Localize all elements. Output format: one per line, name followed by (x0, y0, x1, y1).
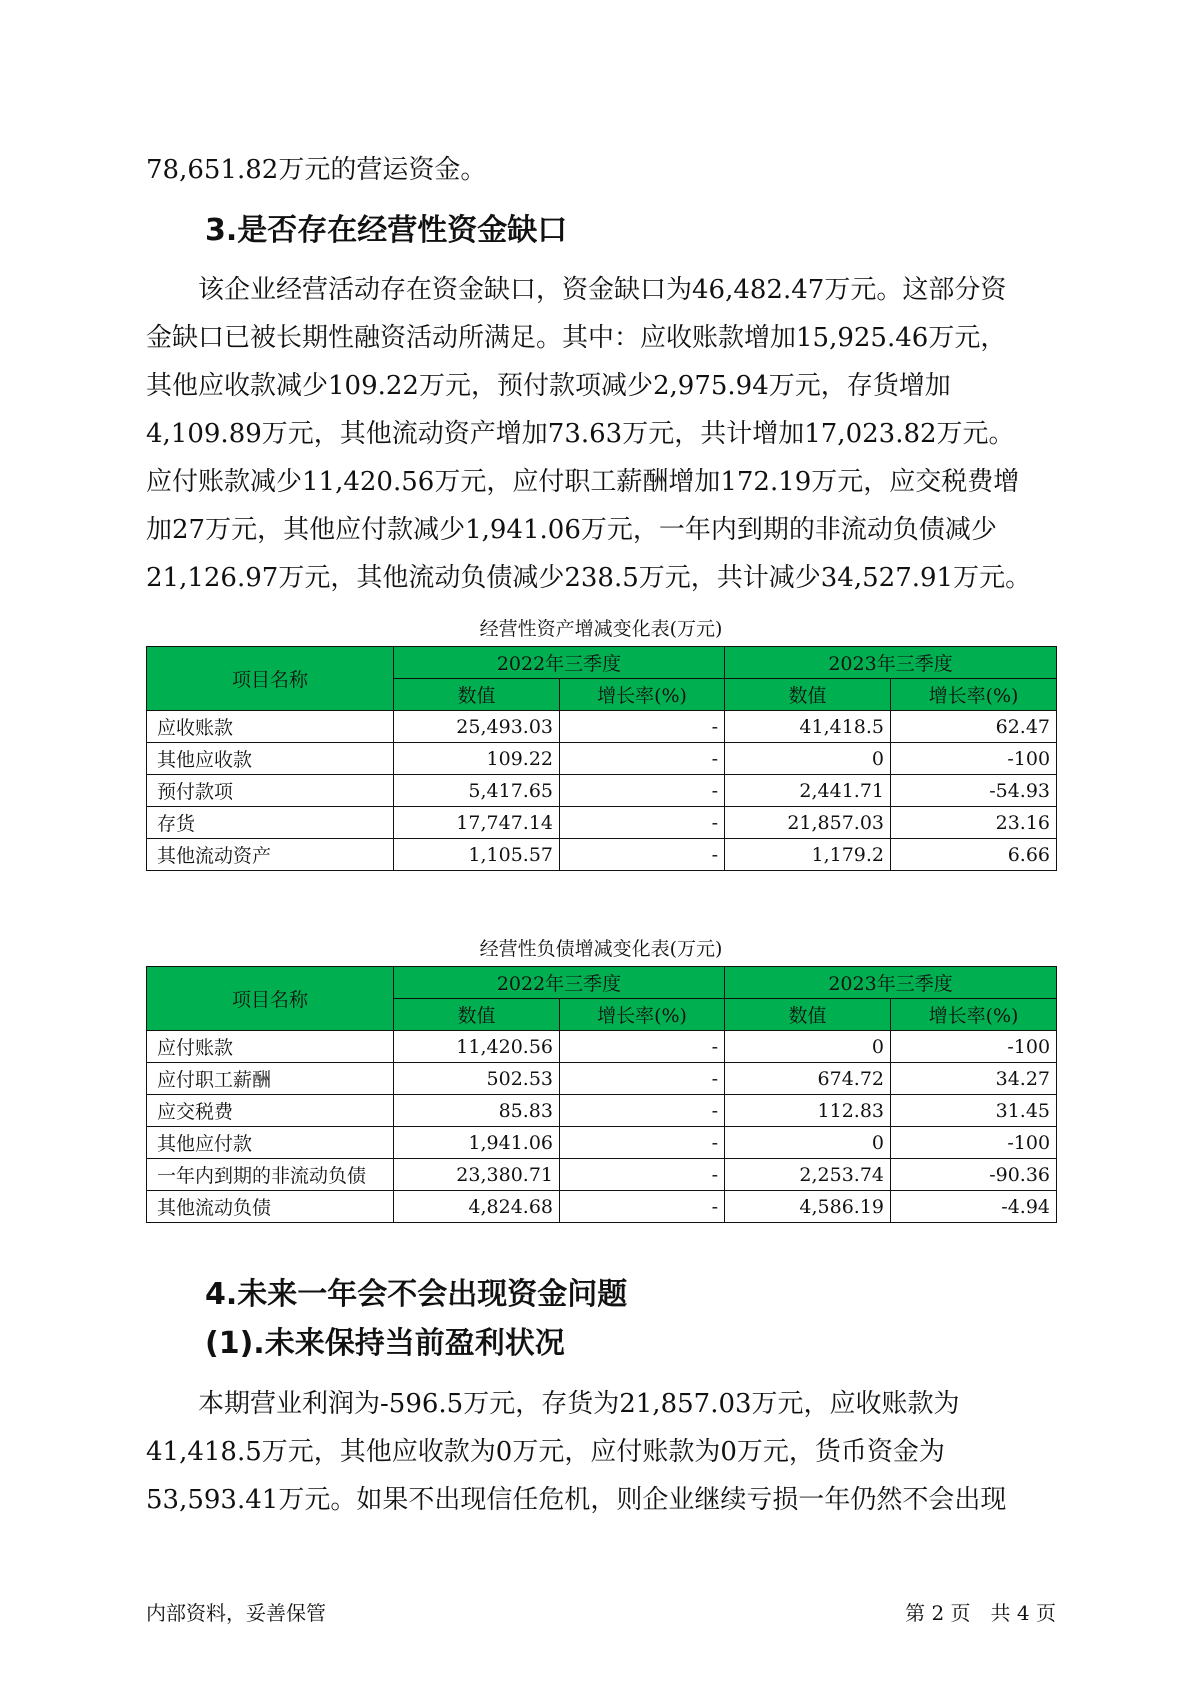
row-name: 存货 (147, 807, 394, 839)
section-4-heading: 4.未来一年会不会出现资金问题 (205, 1277, 628, 1312)
text-line: 4,109.89万元，其他流动资产增加73.63万元，共计增加17,023.82万元。 (146, 419, 1015, 449)
rate-2023: 62.47 (891, 711, 1057, 743)
value-2022: 23,380.71 (394, 1159, 560, 1191)
text-line: 53,593.41万元。如果不出现信任危机，则企业继续亏损一年仍然不会出现 (146, 1485, 1007, 1515)
text-line: 应付账款减少11,420.56万元，应付职工薪酬增加172.19万元，应交税费增 (146, 467, 1020, 497)
value-2023: 2,253.74 (725, 1159, 891, 1191)
value-2022: 109.22 (394, 743, 560, 775)
value-2022: 4,824.68 (394, 1191, 560, 1223)
value-2023: 2,441.71 (725, 775, 891, 807)
table-row (147, 775, 1057, 807)
rate-2022: - (560, 711, 725, 743)
row-name: 应收账款 (147, 711, 394, 743)
rate-2022: - (560, 1063, 725, 1095)
table-row (147, 743, 1057, 775)
header-period-2023: 2023年三季度 (725, 647, 1057, 679)
text-line: 21,126.97万元，其他流动负债减少238.5万元，共计减少34,527.91万元。 (146, 563, 1032, 593)
value-2022: 1,105.57 (394, 839, 560, 871)
rate-2023: -90.36 (891, 1159, 1057, 1191)
rate-2023: -100 (891, 1127, 1057, 1159)
header-rate: 增长率(%) (891, 999, 1057, 1031)
value-2022: 11,420.56 (394, 1031, 560, 1063)
footer-confidential: 内部资料，妥善保管 (146, 1601, 326, 1625)
section-3-heading: 3.是否存在经营性资金缺口 (205, 213, 568, 248)
section-4-paragraph (146, 1380, 1061, 1524)
rate-2022: - (560, 775, 725, 807)
rate-2023: 31.45 (891, 1095, 1057, 1127)
table-row (147, 807, 1057, 839)
text-line: 其他应收款减少109.22万元，预付款项减少2,975.94万元，存货增加 (146, 371, 951, 401)
value-2023: 674.72 (725, 1063, 891, 1095)
header-item-name: 项目名称 (147, 967, 394, 1031)
value-2023: 0 (725, 743, 891, 775)
value-2022: 25,493.03 (394, 711, 560, 743)
value-2023: 1,179.2 (725, 839, 891, 871)
value-2023: 4,586.19 (725, 1191, 891, 1223)
assets-table-caption: 经营性资产增减变化表(万元) (479, 618, 723, 640)
text-line: 加27万元，其他应付款减少1,941.06万元，一年内到期的非流动负债减少 (146, 515, 997, 545)
text-line: 41,418.5万元，其他应收款为0万元，应付账款为0万元，货币资金为 (146, 1437, 945, 1467)
rate-2022: - (560, 1191, 725, 1223)
rate-2022: - (560, 1095, 725, 1127)
row-name: 其他应付款 (147, 1127, 394, 1159)
value-2022: 5,417.65 (394, 775, 560, 807)
liabilities-table-caption: 经营性负债增减变化表(万元) (479, 938, 723, 960)
row-name: 预付款项 (147, 775, 394, 807)
rate-2022: - (560, 1031, 725, 1063)
value-2023: 0 (725, 1127, 891, 1159)
text-line: 78,651.82万元的营运资金。 (146, 155, 487, 185)
value-2022: 1,941.06 (394, 1127, 560, 1159)
value-2022: 85.83 (394, 1095, 560, 1127)
header-value: 数值 (394, 999, 560, 1031)
intro-paragraph (146, 146, 1061, 194)
row-name: 其他流动负债 (147, 1191, 394, 1223)
rate-2022: - (560, 1159, 725, 1191)
header-rate: 增长率(%) (560, 679, 725, 711)
rate-2023: 6.66 (891, 839, 1057, 871)
table-row (147, 1095, 1057, 1127)
value-2023: 41,418.5 (725, 711, 891, 743)
text-line: 金缺口已被长期性融资活动所满足。其中：应收账款增加15,925.46万元， (146, 323, 1007, 353)
rate-2022: - (560, 743, 725, 775)
row-name: 应交税费 (147, 1095, 394, 1127)
header-value: 数值 (725, 679, 891, 711)
section-3-paragraph (146, 266, 1061, 602)
assets-table (146, 646, 1057, 871)
rate-2022: - (560, 1127, 725, 1159)
header-period-2023: 2023年三季度 (725, 967, 1057, 999)
value-2023: 21,857.03 (725, 807, 891, 839)
header-period-2022: 2022年三季度 (394, 647, 725, 679)
table-row (147, 1127, 1057, 1159)
table-row (147, 711, 1057, 743)
text-line: 该企业经营活动存在资金缺口，资金缺口为46,482.47万元。这部分资 (146, 275, 1007, 305)
value-2022: 502.53 (394, 1063, 560, 1095)
rate-2022: - (560, 807, 725, 839)
table-row (147, 1159, 1057, 1191)
rate-2023: 34.27 (891, 1063, 1057, 1095)
header-rate: 增长率(%) (891, 679, 1057, 711)
table-row (147, 1063, 1057, 1095)
header-value: 数值 (394, 679, 560, 711)
table-row (147, 1031, 1057, 1063)
header-item-name: 项目名称 (147, 647, 394, 711)
header-rate: 增长率(%) (560, 999, 725, 1031)
rate-2023: -4.94 (891, 1191, 1057, 1223)
liabilities-table (146, 966, 1057, 1223)
rate-2023: -54.93 (891, 775, 1057, 807)
table-row (147, 1191, 1057, 1223)
row-name: 应付账款 (147, 1031, 394, 1063)
row-name: 一年内到期的非流动负债 (147, 1159, 394, 1191)
value-2023: 0 (725, 1031, 891, 1063)
row-name: 其他流动资产 (147, 839, 394, 871)
text-line: 本期营业利润为-596.5万元，存货为21,857.03万元，应收账款为 (146, 1389, 960, 1419)
value-2023: 112.83 (725, 1095, 891, 1127)
row-name: 应付职工薪酬 (147, 1063, 394, 1095)
footer-page-number: 第 2 页 共 4 页 (905, 1601, 1056, 1625)
table-row (147, 839, 1057, 871)
rate-2023: -100 (891, 1031, 1057, 1063)
rate-2023: 23.16 (891, 807, 1057, 839)
row-name: 其他应收款 (147, 743, 394, 775)
value-2022: 17,747.14 (394, 807, 560, 839)
rate-2023: -100 (891, 743, 1057, 775)
header-value: 数值 (725, 999, 891, 1031)
header-period-2022: 2022年三季度 (394, 967, 725, 999)
section-4-subheading: (1).未来保持当前盈利状况 (205, 1326, 565, 1361)
rate-2022: - (560, 839, 725, 871)
